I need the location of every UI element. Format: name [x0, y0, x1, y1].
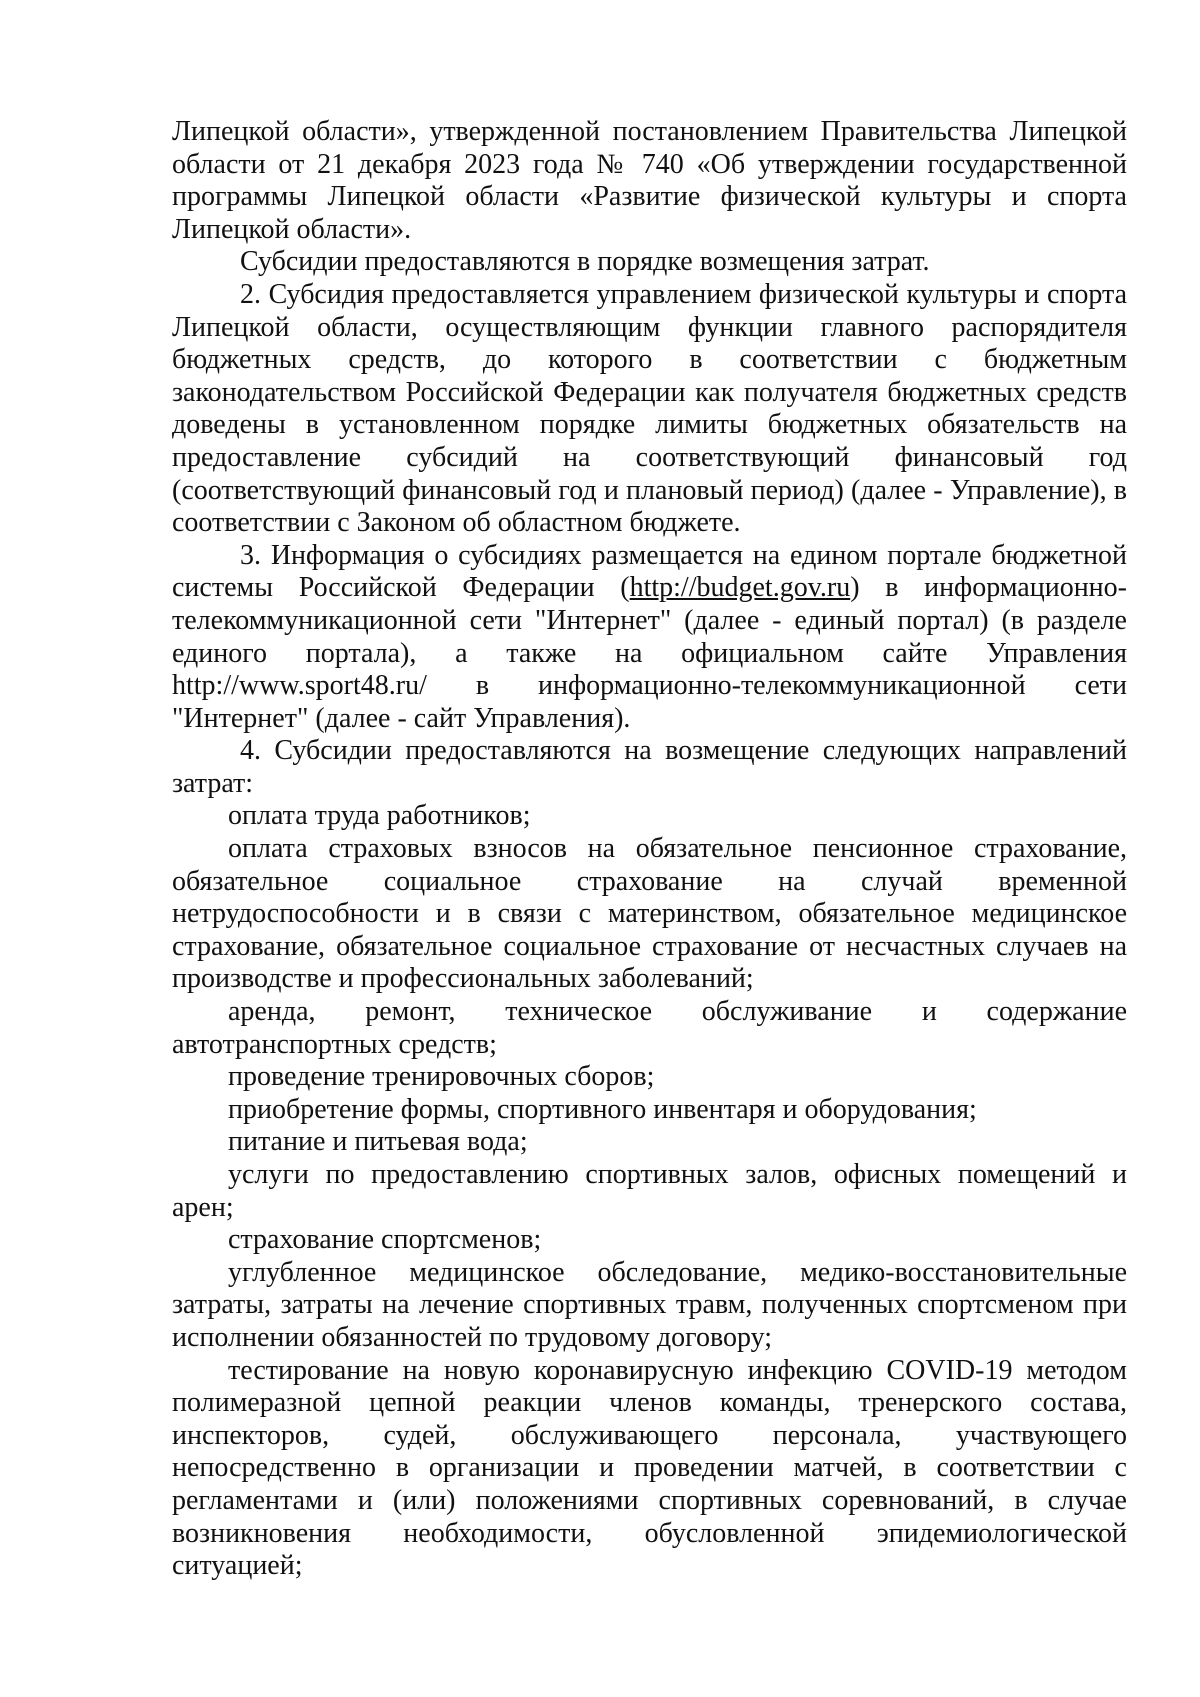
paragraph-3-text-start: 3. Информация о субсидиях размещается на едином портале бюджетной системы Российской Федерации ( [172, 539, 1127, 604]
paragraph-3-information-portal [172, 540, 1127, 736]
budget-portal-link[interactable]: http://budget.gov.ru [629, 572, 851, 604]
paragraph-4-cost-directions: 4. Субсидии предоставляются на возмещение следующих направлений затрат: [172, 735, 1127, 799]
list-item-insurance-contributions: оплата страховых взносов на обязательное пенсионное страхование, обязательное социальное страхование на случай временной нетрудоспособности и в связи с материнством, обязательное медицинское страхование, обязательное социальное страхование от несчастных случаев на производстве и профессиональных заболеваний; [172, 833, 1127, 995]
paragraph-program-reference: Липецкой области», утвержденной постановлением Правительства Липецкой области от 21 декабря 2023 года № 740 «Об утверждении государственной программы Липецкой области «Развитие физической культуры и спорта Липецкой области». [172, 116, 1127, 245]
list-item-medical: углубленное медицинское обследование, медико-восстановительные затраты, затраты на лечение спортивных травм, полученных спортсменом при исполнении обязанностей по трудовому договору; [172, 1256, 1127, 1353]
paragraph-2-subsidy-provider: 2. Субсидия предоставляется управлением физической культуры и спорта Липецкой области, осуществляющим функции главного распорядителя бюджетных средств, до которого в соответствии с бюджетным законодательством Российской Федерации как получателя бюджетных средств доведены в установленном порядке лимиты бюджетных обязательств на предоставление субсидий на соответствующий финансовый год (соответствующий финансовый год и плановый период) (далее - Управление), в соответствии с Законом об областном бюджете. [172, 278, 1127, 539]
list-item-training-camps: проведение тренировочных сборов; [228, 1061, 655, 1093]
document-page [172, 116, 1127, 1583]
list-item-uniform-equipment: приобретение формы, спортивного инвентаря и оборудования; [228, 1093, 977, 1125]
list-item-covid-testing: тестирование на новую коронавирусную инфекцию COVID-19 методом полимеразной цепной реакции членов команды, тренерского состава, инспекторов, судей, обслуживающего персонала, участвующего непосредственно в организации и проведении матчей, в соответствии с регламентами и (или) положениями спортивных соревнований, в случае возникновения необходимости, обусловленной эпидемиологической ситуацией; [172, 1354, 1127, 1582]
list-item-athlete-insurance: страхование спортсменов; [228, 1224, 542, 1256]
list-item-food-water: питание и питьевая вода; [228, 1126, 528, 1158]
list-item-wages: оплата труда работников; [228, 800, 531, 832]
paragraph-compensation-order: Субсидии предоставляются в порядке возмещения затрат. [240, 246, 930, 278]
list-item-vehicles: аренда, ремонт, техническое обслуживание и содержание автотранспортных средств; [172, 996, 1127, 1060]
paragraph-3-text-end: ) в информационно-телекоммуникационной сети "Интернет" (далее - единый портал) (в разделе единого портала), а также на официальном сайте Управления http://www.sport48.ru/ в информационно-телекоммуникационной сети "Интернет" (далее - сайт Управления). [172, 572, 1127, 734]
list-item-venues: услуги по предоставлению спортивных залов, офисных помещений и арен; [172, 1159, 1127, 1223]
